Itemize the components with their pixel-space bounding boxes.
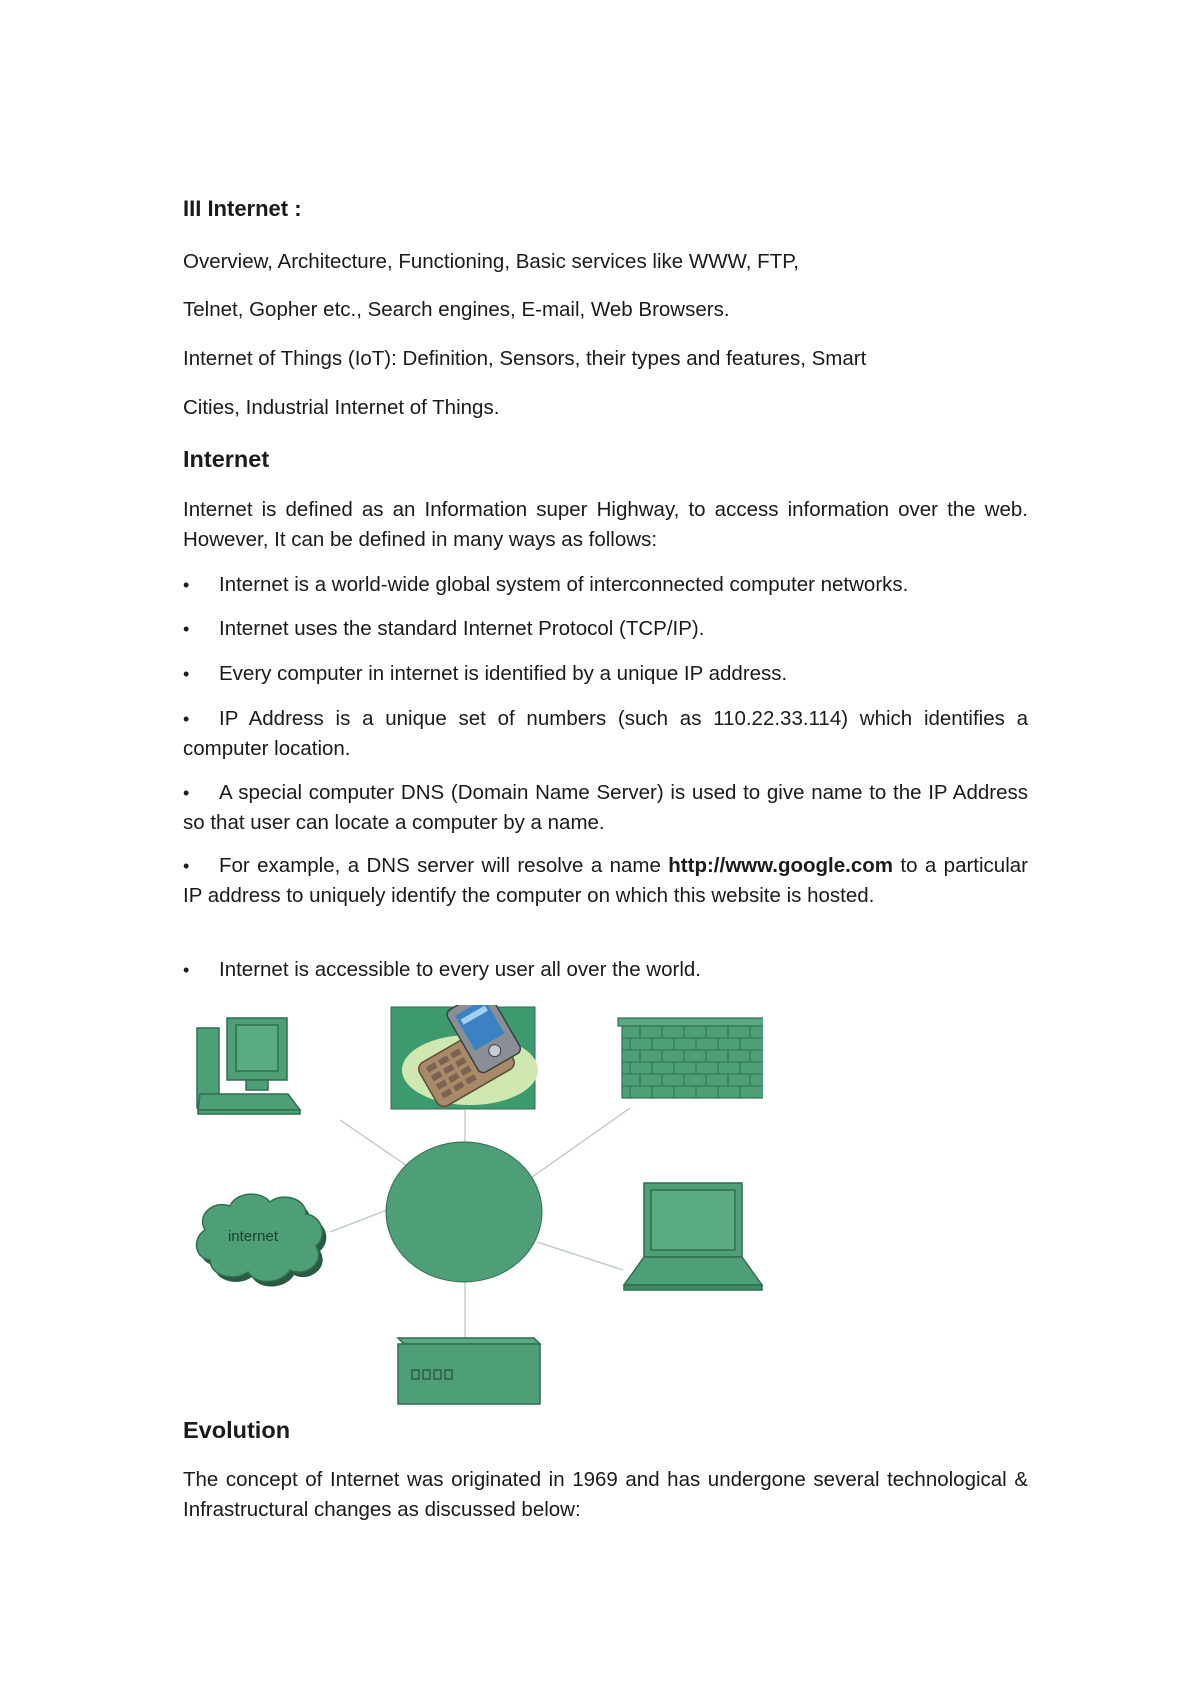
bullet-item: •Every computer in internet is identified by a unique IP address. <box>183 659 1028 689</box>
laptop-icon <box>624 1183 762 1290</box>
syllabus-line: Cities, Industrial Internet of Things. <box>183 396 500 419</box>
mobile-phone-icon <box>391 1005 538 1109</box>
firewall-icon <box>618 1018 763 1098</box>
google-url-link[interactable]: http://www.google.com <box>668 854 894 877</box>
bullet-marker <box>183 955 219 985</box>
bullet-marker <box>183 570 219 600</box>
bullet-marker <box>183 704 219 734</box>
evolution-heading: Evolution <box>183 1417 291 1443</box>
internet-intro-paragraph: Internet is defined as an Information super Highway, to access information over the web. However, It can be defined in many ways as follows: <box>183 498 1028 551</box>
central-hub-ellipse <box>386 1142 542 1282</box>
bullet-item: •Internet is a world-wide global system of interconnected computer networks. <box>183 570 1028 600</box>
bullet-marker <box>183 659 219 689</box>
bullet-marker <box>183 778 219 808</box>
bullet-item: •A special computer DNS (Domain Name Server) is used to give name to the IP Address so that user can locate a computer by a name. <box>183 778 1028 838</box>
bullet-item: •IP Address is a unique set of numbers (such as 110.22.33.114) which identifies a computer location. <box>183 704 1028 764</box>
cloud-label: internet <box>227 1228 279 1245</box>
bullet-item-example: •For example, a DNS server will resolve a name http://www.google.com to a particular IP address to uniquely identify the computer on which this website is hosted. <box>183 851 1028 911</box>
bullet-marker <box>183 614 219 644</box>
desktop-computer-icon <box>197 1018 300 1114</box>
internet-heading: Internet <box>183 446 270 472</box>
server-box-icon <box>398 1338 540 1404</box>
evolution-paragraph: The concept of Internet was originated in 1969 and has undergone several technological & Infrastructural changes as discussed below: <box>183 1468 1028 1521</box>
bullet-marker <box>183 851 219 881</box>
internet-network-diagram <box>183 1005 763 1410</box>
bullet-item: •Internet is accessible to every user all over the world. <box>183 955 1028 985</box>
unit-heading: III Internet : <box>183 196 302 221</box>
cloud-icon <box>196 1194 326 1286</box>
syllabus-line: Internet of Things (IoT): Definition, Sensors, their types and features, Smart <box>183 347 867 370</box>
syllabus-line: Telnet, Gopher etc., Search engines, E-mail, Web Browsers. <box>183 298 730 321</box>
syllabus-line: Overview, Architecture, Functioning, Basic services like WWW, FTP, <box>183 250 799 273</box>
bullet-item: •Internet uses the standard Internet Protocol (TCP/IP). <box>183 614 1028 644</box>
